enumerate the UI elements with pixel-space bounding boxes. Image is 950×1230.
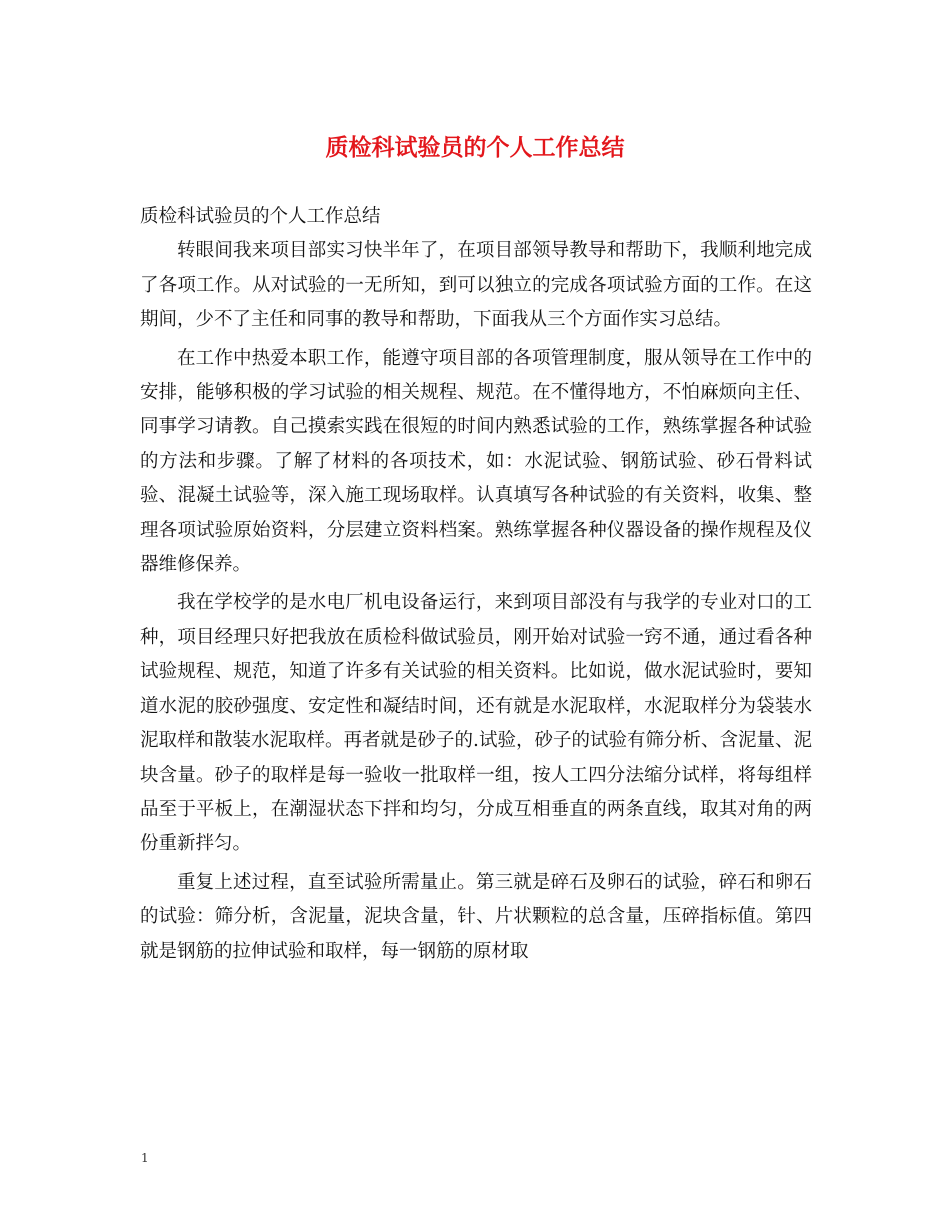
document-body <box>140 200 812 969</box>
page-number: 1 <box>141 1151 149 1165</box>
document-title: 质检科试验员的个人工作总结 <box>325 134 625 161</box>
paragraph-4: 重复上述过程，直至试验所需量止。第三就是碎石及卵石的试验，碎石和卵石的试验：筛分析，含泥量，泥块含量，针、片状颗粒的总含量，压碎指标值。第四就是钢筋的拉伸试验和取样，每一钢筋的原材取 <box>140 871 812 962</box>
paragraph-2: 在工作中热爱本职工作，能遵守项目部的各项管理制度，服从领导在工作中的安排，能够积极的学习试验的相关规程、规范。在不懂得地方，不怕麻烦向主任、同事学习请教。自己摸索实践在很短的时间内熟悉试验的工作，熟练掌握各种试验的方法和步骤。了解了材料的各项技术，如：水泥试验、钢筋试验、砂石骨料试验、混凝土试验等，深入施工现场取样。认真填写各种试验的有关资料，收集、整理各项试验原始资料，分层建立资料档案。熟练掌握各种仪器设备的操作规程及仪器维修保养。 <box>140 347 812 576</box>
document-subtitle: 质检科试验员的个人工作总结 <box>140 206 381 227</box>
paragraph-1: 转眼间我来项目部实习快半年了，在项目部领导教导和帮助下，我顺利地完成了各项工作。从对试验的一无所知，到可以独立的完成各项试验方面的工作。在这期间，少不了主任和同事的教导和帮助，下面我从三个方面作实习总结。 <box>140 240 812 331</box>
paragraph-3: 我在学校学的是水电厂机电设备运行，来到项目部没有与我学的专业对口的工种，项目经理只好把我放在质检科做试验员，刚开始对试验一窍不通，通过看各种试验规程、规范，知道了许多有关试验的相关资料。比如说，做水泥试验时，要知道水泥的胶砂强度、安定性和凝结时间，还有就是水泥取样，水泥取样分为袋装水泥取样和散装水泥取样。再者就是砂子的.试验，砂子的试验有筛分析、含泥量、泥块含量。砂子的取样是每一验收一批取样一组，按人工四分法缩分试样，将每组样品至于平板上，在潮湿状态下拌和均匀，分成互相垂直的两条直线，取其对角的两份重新拌匀。 <box>140 592 812 855</box>
